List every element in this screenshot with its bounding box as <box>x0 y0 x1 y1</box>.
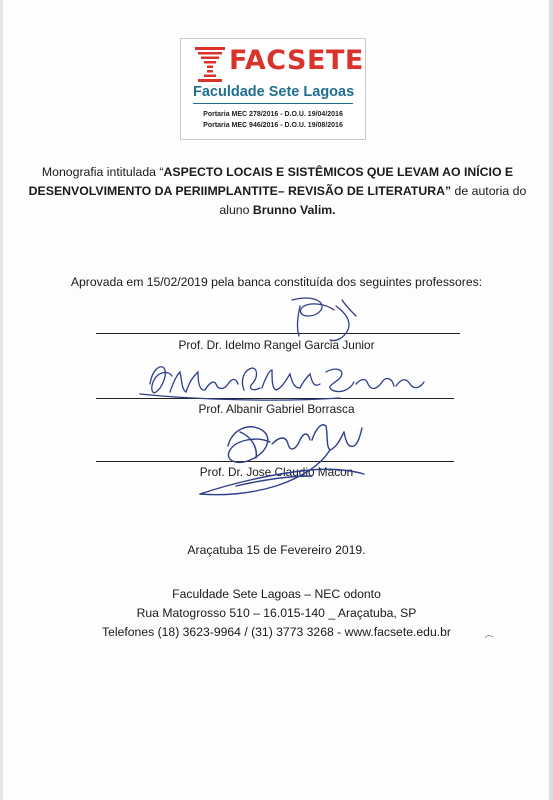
signatory-name-3: Prof. Dr. Jose Claudio Macon <box>199 465 354 479</box>
signatory-name-2: Prof. Albanir Gabriel Borrasca <box>198 402 355 416</box>
logo-divider <box>193 103 353 104</box>
approval-statement: Aprovada em 15/02/2019 pela banca constituída dos seguintes professores: <box>70 275 483 289</box>
signature-3 <box>200 425 364 495</box>
footer-line-3: Telefones (18) 3623-9964 / (31) 3773 3268 - www.facsete.edu.br <box>102 625 451 639</box>
monografia-intro: Monografia intitulada “ <box>41 165 164 179</box>
signature-line-2 <box>96 398 454 399</box>
monografia-title: ASPECTO LOCAIS E SISTÊMICOS QUE LEVAM AO INÍCIO E DESENVOLVIMENTO DA PERIIMPLANTITE– REVISÃO DE LITERATURA” <box>28 165 514 198</box>
logo-name: FACSETE <box>229 45 364 76</box>
monografia-paragraph <box>20 163 535 220</box>
logo-subtitle: Faculdade Sete Lagoas <box>193 84 355 100</box>
footer-line-1: Faculdade Sete Lagoas – NEC odonto <box>172 587 381 601</box>
signature-line-3 <box>96 461 454 462</box>
document-date: Araçatuba 15 de Fevereiro 2019. <box>187 543 366 557</box>
signature-1 <box>292 298 356 341</box>
signatory-name-1: Prof. Dr. Idelmo Rangel Garcia Junior <box>178 338 375 352</box>
scan-edge-left <box>0 0 3 800</box>
monografia-author: Brunno Valim. <box>252 203 336 217</box>
scan-speck <box>484 634 494 640</box>
monografia-middle: de autoria do aluno <box>219 184 527 217</box>
facsete-emblem-icon <box>195 47 225 83</box>
logo-portaria-1: Portaria MEC 278/2016 - D.O.U. 19/04/2016 <box>203 111 343 118</box>
footer-address <box>0 585 553 642</box>
facsete-logo <box>180 38 366 140</box>
signature-line-1 <box>96 333 460 334</box>
logo-portaria-2: Portaria MEC 946/2016 - D.O.U. 19/08/2016 <box>203 122 343 129</box>
scan-edge-right <box>549 0 553 800</box>
footer-line-2: Rua Matogrosso 510 – 16.015-140 _ Araçatuba, SP <box>136 606 417 620</box>
signature-2 <box>140 367 424 400</box>
